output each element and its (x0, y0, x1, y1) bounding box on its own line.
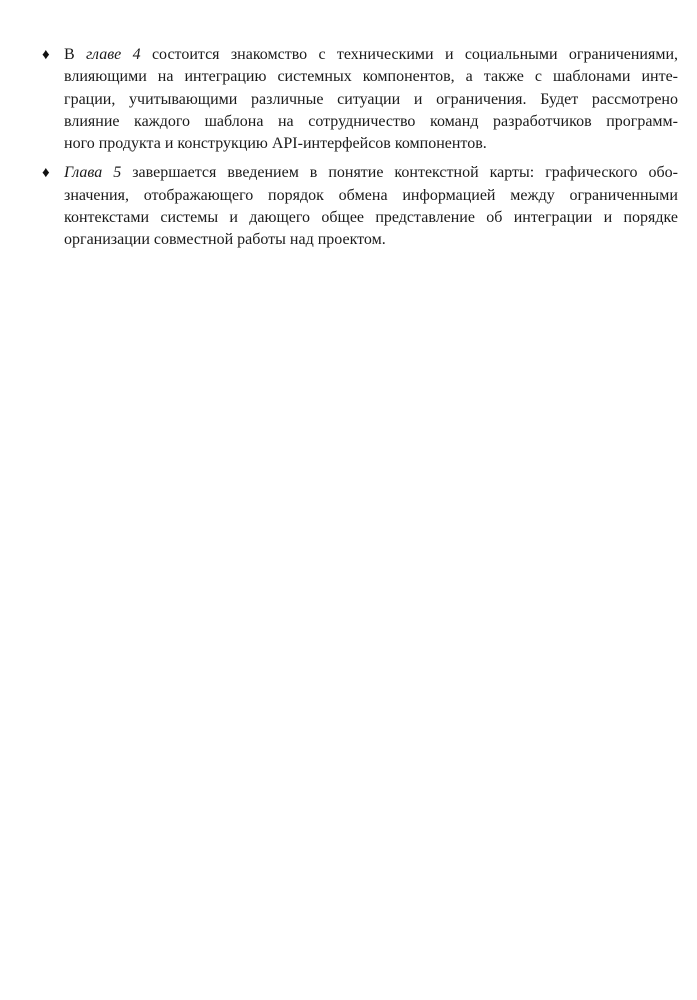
text-fragment: завершается введением в понятие контекстной карты: графического обо- (121, 164, 678, 182)
text-line: влияние каждого шаблона на сотрудничество команд разработчиков программ- (64, 112, 678, 130)
text-line: влияющими на интеграцию системных компонентов, а также с шаблонами инте- (64, 68, 678, 86)
text-line: значения, отображающего порядок обмена информацией между ограниченными (64, 186, 678, 204)
text-line (64, 162, 678, 184)
text-line (64, 44, 678, 66)
text-line: организации совместной работы над проектом. (64, 231, 386, 249)
diamond-bullet-icon: ♦ (42, 165, 50, 182)
chapter-reference: главе 4 (86, 46, 141, 63)
list-item (42, 162, 678, 251)
text-fragment: состоится знакомство с техническими и социальными ограничениями, (140, 46, 679, 63)
text-line: ного продукта и конструкцию API-интерфейсов компонентов. (64, 135, 487, 153)
list-item (42, 44, 678, 155)
chapter-summary-list (42, 44, 678, 259)
text-line: контекстами системы и дающего общее представление об интеграции и порядке (64, 209, 678, 227)
diamond-bullet-icon: ♦ (42, 47, 50, 63)
text-fragment: В (64, 46, 87, 63)
chapter-reference: Глава 5 (64, 164, 122, 182)
text-line: грации, учитывающими различные ситуации и ограничения. Будет рассмотрено (64, 90, 678, 108)
